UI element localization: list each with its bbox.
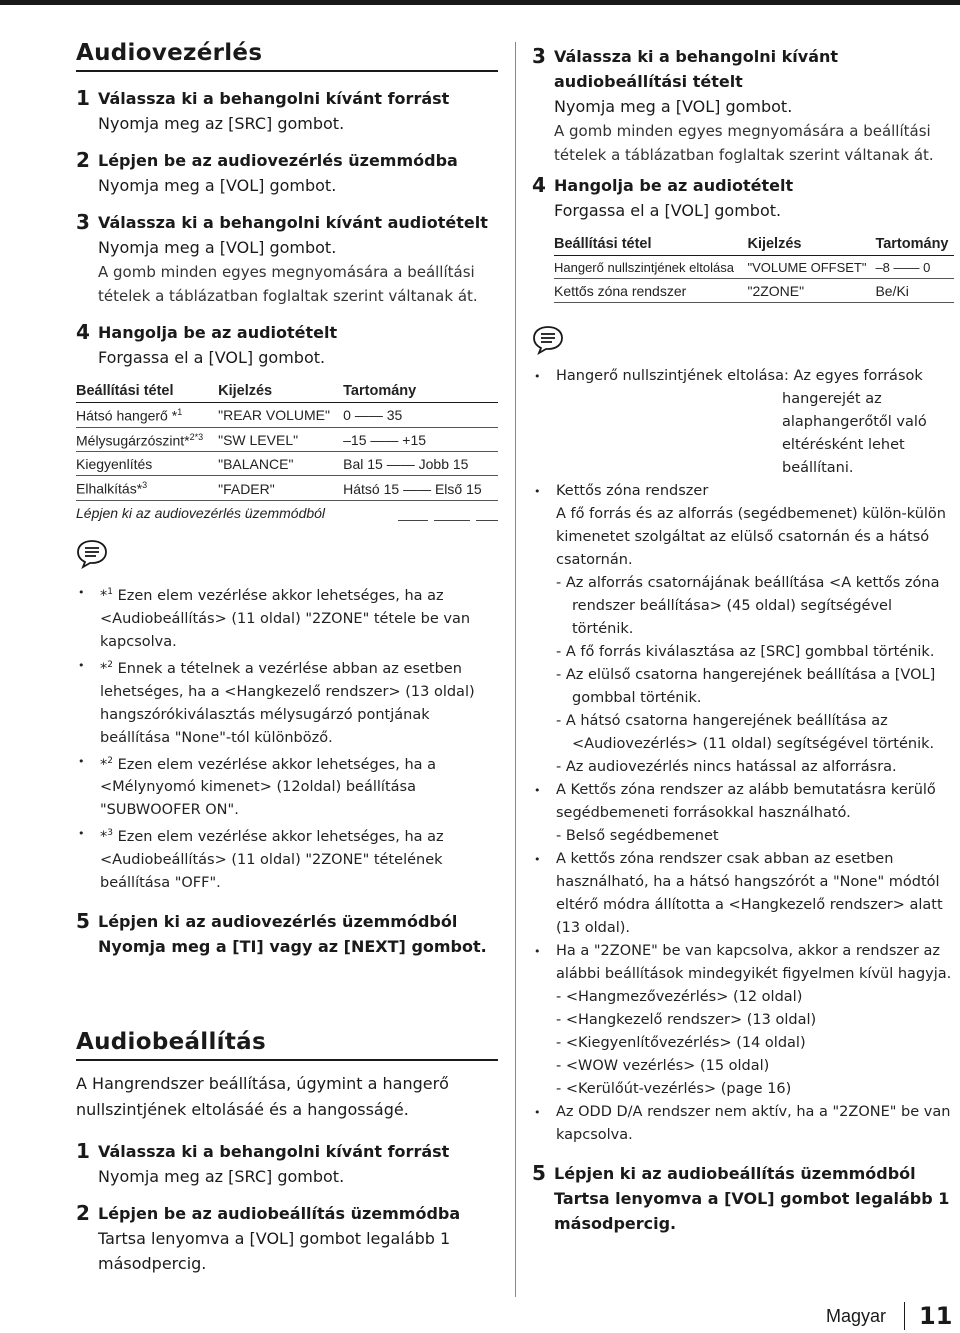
step-action: Forgassa el a [VOL] gombot. [98,348,326,367]
list-item [522,1101,956,1147]
list-item [522,940,956,1101]
table-cell: "VOLUME OFFSET" [747,256,875,279]
note-text: • A Kettős zóna rendszer az alább bemutatásra kerülő segédbemeneti forrásokkal használható. [556,782,936,821]
page-footer [826,1302,952,1330]
note-text: Az egyes források [793,368,923,384]
step-title: Lépjen be az audiobeállítás üzemmódba [98,1204,461,1224]
page-number: 11 [919,1302,953,1330]
note-label: Hangerő nullszintjének eltolása: [556,368,789,384]
note-subitem: <Audiovezérlés> (11 oldal) segítségével történik. [572,736,935,752]
table-cell: –15 —— +15 [343,427,498,452]
step-action: Nyomja meg a [TI] vagy az [NEXT] gombot. [98,937,487,957]
table-row [76,452,498,476]
footnote-text: Ezen elem vezérlése akkor lehetséges, ha az <Audiobeállítás> (11 oldal) "2ZONE" tételének beállítása "OFF". [100,829,444,892]
note-subitem: - Az alforrás csatornájának beállítása <A kettős zóna [556,575,940,591]
table-header: Beállítási tétel [554,233,747,256]
table-header: Beállítási tétel [76,380,218,403]
footer-language: Magyar [826,1305,887,1326]
table-cell: Mélysugárzószint* [76,432,190,449]
list-item: • *$^1$ Ezen elem vezérlése akkor lehetséges, ha az <Audiobeállítás> (11 oldal) "2ZONE" tétele be van kapcsolva. [66,581,498,654]
table-cell: –8 —— 0 [875,256,954,279]
step-number: 3 [76,210,90,234]
step-action: Tartsa lenyomva a [VOL] gombot legalább 1 másodpercig. [98,1229,451,1274]
audio-setup-intro: A Hangrendszer beállítása, úgymint a hangerő nullszintjének eltolásáé és a hangosságé. [76,1074,449,1120]
note-text: A fő forrás és az alforrás (segédbemenet) külön-külön kimenetet szolgáltat az elülső csatornán és a hátsó csatornán. [556,506,946,568]
list-item [522,480,956,779]
step-action: Forgassa el a [VOL] gombot. [554,201,782,220]
table-exit-row: Lépjen ki az audiovezérlés üzemmódból [76,504,326,521]
note-subitem: - <Kiegyenlítővezérlés> (14 oldal) [556,1035,806,1051]
footnote-mark: 1 [107,586,113,597]
setup-step-2 [76,1201,498,1276]
table-cell: "SW LEVEL" [218,427,343,452]
list-item [522,779,956,848]
table-header: Kijelzés [747,233,875,256]
note-subitem: rendszer beállítása> (45 oldal) segítségével történik. [572,598,893,637]
step-number: 1 [76,1139,90,1164]
audio-control-title: Audiovezérlés [76,40,498,72]
step-action: Nyomja meg az [SRC] gombot. [98,1167,345,1187]
step-number: 4 [76,320,90,344]
list-item [522,365,956,480]
note-subitem: - Belső segédbemenet [556,828,719,844]
footnote-mark: 2 [107,659,113,670]
table-cell: "FADER" [218,476,343,501]
note-text: eltérésként lehet [782,437,905,453]
table-cell: "REAR VOLUME" [218,403,343,428]
table-cell: Elhalkítás* [76,480,143,497]
note-subitem: gombbal történik. [572,690,702,706]
step-1 [76,86,498,136]
table-row [554,279,954,303]
list-item [522,848,956,940]
footnote-mark: 3 [142,480,148,491]
step-action: Nyomja meg az [SRC] gombot. [98,114,345,133]
note-icon [76,539,108,569]
note-subitem: - <Hangkezelő rendszer> (13 oldal) [556,1012,817,1028]
footnote-mark: 2*3 [189,431,204,442]
audio-control-table [76,380,498,524]
note-subitem: - <Hangmezővezérlés> (12 oldal) [556,989,803,1005]
note-text: • Ha a "2ZONE" be van kapcsolva, akkor a rendszer az alábbi beállítások mindegyikét figyelmen kívül hagyja. [556,943,952,982]
list-item: • *$^2$ Ennek a tételnek a vezérlése abban az esetben lehetséges, ha a <Hangkezelő rendszer> (13 oldal) hangszórókiválasztás mélysugárzó pontjának beállítása "None"-tól különböző. [66,654,498,750]
step-note: A gomb minden egyes megnyomására a beállítási tételek a táblázatban foglaltak szerint váltanak át. [98,263,478,305]
setup-step-5 [532,1161,956,1236]
table-header: Kijelzés [218,380,343,403]
step-title: Lépjen ki az audiobeállítás üzemmódból [554,1164,916,1183]
left-column [76,40,498,1276]
table-row [554,256,954,279]
table-cell: "BALANCE" [218,452,343,476]
footnote-mark: 3 [107,828,113,839]
setup-notes-list [522,365,956,1147]
step-number: 4 [532,173,546,197]
note-label: • Kettős zóna rendszer [556,483,709,499]
table-header: Tartomány [343,380,498,403]
footnote-text: Ezen elem vezérlése akkor lehetséges, ha az <Audiobeállítás> (11 oldal) "2ZONE" tétele be van kapcsolva. [100,587,471,650]
column-divider [515,42,516,1297]
step-action: Nyomja meg a [VOL] gombot. [554,97,793,116]
note-subitem: - <WOW vezérlés> (15 oldal) [556,1058,770,1074]
footnote-text: Ezen elem vezérlése akkor lehetséges, ha a <Mélynyomó kimenet> (12oldal) beállítása "SUBWOOFER ON". [100,756,437,819]
list-item: • *$^3$ Ezen elem vezérlése akkor lehetséges, ha az <Audiobeállítás> (11 oldal) "2ZONE" tételének beállítása "OFF". [66,822,498,895]
step-action: Nyomja meg a [VOL] gombot. [98,238,337,257]
step-note: A gomb minden egyes megnyomására a beállítási tételek a táblázatban foglaltak szerint váltanak át. [554,122,934,164]
note-subitem: - Az elülső csatorna hangerejének beállítása a [VOL] [556,667,936,683]
note-text: alaphangerőtől való [782,414,927,430]
table-cell: Kiegyenlítés [76,456,153,473]
step-title: Válassza ki a behangolni kívánt audiobeállítási tételt [554,47,839,91]
audio-setup-title: Audiobeállítás [76,1029,498,1061]
table-row [76,403,498,428]
step-2 [76,148,498,198]
step-number: 3 [532,44,546,68]
table-cell: Kettős zóna rendszer [554,279,747,303]
note-subitem: - <Kerülőút-vezérlés> (page 16) [556,1081,792,1097]
step-title: Válassza ki a behangolni kívánt forrást [98,1142,450,1162]
step-number: 5 [76,909,90,934]
table-cell: "2ZONE" [747,279,875,303]
step-title: Hangolja be az audiotételt [98,323,338,342]
footnotes-list [66,581,498,895]
right-column [532,40,956,1236]
audio-setup-table [554,233,954,303]
step-number: 1 [76,86,90,110]
setup-step-1 [76,1139,498,1189]
table-cell: 0 —— 35 [343,403,498,428]
footnote-mark: 2 [107,755,113,766]
step-number: 5 [532,1161,546,1185]
note-subitem: - A fő forrás kiválasztása az [SRC] gombbal történik. [556,644,935,660]
step-title: Hangolja be az audiotételt [554,176,794,195]
list-item: • *$^2$ Ezen elem vezérlése akkor lehetséges, ha a <Mélynyomó kimenet> (12oldal) beállítása "SUBWOOFER ON". [66,750,498,823]
step-5 [76,909,498,959]
setup-step-3 [532,44,956,167]
note-text: • Az ODD D/A rendszer nem aktív, ha a "2ZONE" be van kapcsolva. [556,1104,951,1143]
step-action: Nyomja meg a [VOL] gombot. [98,176,337,195]
table-row [76,476,498,501]
table-cell: Bal 15 —— Jobb 15 [343,452,498,476]
note-subitem: - Az audiovezérlés nincs hatással az alforrásra. [556,759,897,775]
note-text: hangerejét az [782,391,882,407]
footnote-mark: 1 [177,407,183,417]
step-3 [76,210,498,308]
step-4 [76,320,498,521]
top-rule [0,0,960,5]
table-cell: Hangerő nullszintjének eltolása [554,256,747,279]
step-title: Válassza ki a behangolni kívánt audiotételt [98,213,488,232]
footnote-text: Ennek a tételnek a vezérlése abban az esetben lehetséges, ha a <Hangkezelő rendszer> (13 oldal) hangszórókiválasztás mélysugárzó pontjának beállítása "None"-tól különböző. [100,660,475,746]
note-subitem: - A hátsó csatorna hangerejének beállítása az [556,713,888,729]
table-cell: Hátsó hangerő * [76,407,178,424]
table-cell: Hátsó 15 —— Első 15 [343,476,498,501]
note-text: beállítani. [782,460,854,476]
step-title: Lépjen ki az audiovezérlés üzemmódból [98,912,458,932]
step-title: Lépjen be az audiovezérlés üzemmódba [98,151,458,170]
step-title: Válassza ki a behangolni kívánt forrást [98,89,450,108]
table-header: Tartomány [875,233,954,256]
table-row [76,427,498,452]
note-icon [532,325,564,355]
step-action: Tartsa lenyomva a [VOL] gombot legalább 1 másodpercig. [554,1189,950,1233]
step-number: 2 [76,1201,90,1226]
step-number: 2 [76,148,90,172]
footer-divider [904,1302,905,1330]
setup-step-4 [532,173,956,303]
table-cell: Be/Ki [875,279,954,303]
note-text: • A kettős zóna rendszer csak abban az esetben használható, ha a hátsó hangszórót a "None" módtól eltérő módra állította a <Hangkezelő rendszer> alatt (13 oldal). [556,851,943,936]
